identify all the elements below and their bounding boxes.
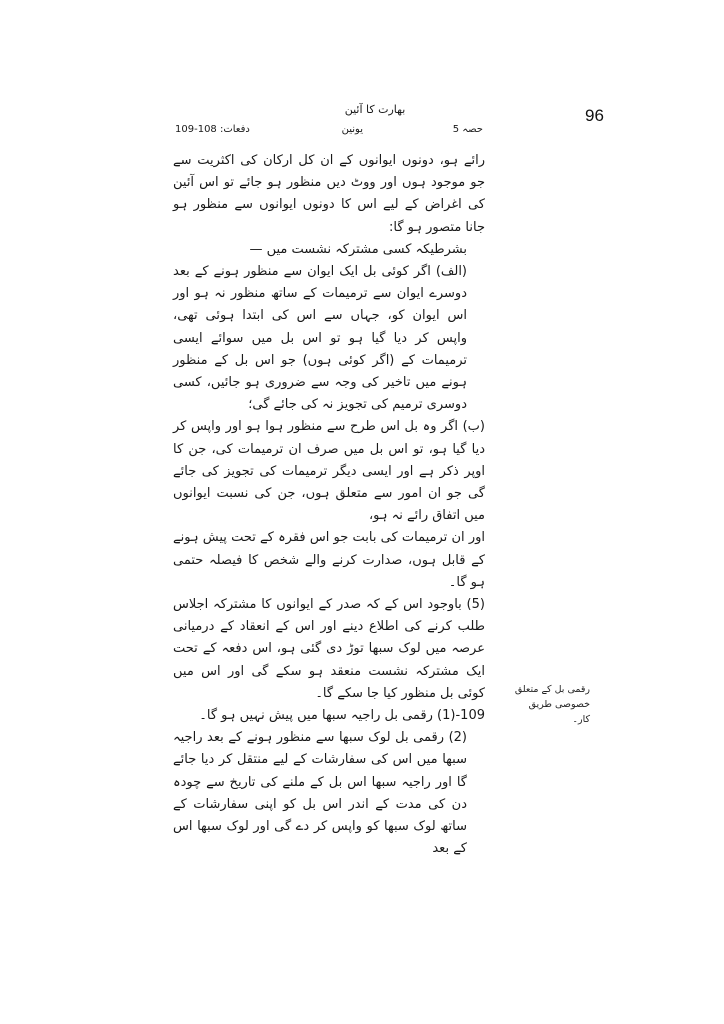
articles-label: دفعات: 108-109 — [175, 124, 250, 135]
paragraph: (الف) اگر کوئی بل ایک ایوان سے منظور ہونے کے بعد دوسرے ایوان سے ترمیمات کے ساتھ منظور نہ ہو اور اس ایوان کو، جہاں سے اس کی ابتدا ہوئی تھی، واپس کر دیا گیا ہو تو اس بل میں سوائے ایسی ترمیمات کے (اگر کوئی ہوں) جو اس بل کے منظور ہونے میں تاخیر کی وجہ سے ضروری ہو جائیں، کسی دوسری ترمیم کی تجویز نہ کی جائے گی؛ — [173, 264, 467, 413]
main-text-column — [173, 150, 485, 861]
margin-note: رقمی بل کے متعلق خصوصی طریق کار۔ — [514, 684, 590, 725]
page-header-row — [175, 124, 483, 140]
paragraph: اور ان ترمیمات کی بابت جو اس فقرہ کے تحت پیش ہونے کے قابل ہوں، صدارت کرنے والے شخص کا فیصلہ حتمی ہو گا۔ — [173, 530, 485, 590]
paragraph: (5) باوجود اس کے کہ صدر کے ایوانوں کا مشترکہ اجلاس طلب کرنے کی اطلاع دینے اور اس کے انعقاد کے درمیانی عرصہ میں لوک سبھا توڑ دی گئی ہو، اس دفعہ کے تحت ایک مشترکہ نشست منعقد ہو سکے گی اور اس میں کوئی بل منظور کیا جا سکے گا۔ — [173, 597, 485, 701]
chapter-label: یونین — [341, 124, 363, 135]
running-title: بھارت کا آئین — [344, 103, 406, 116]
paragraph: رائے ہو، دونوں ایوانوں کے ان کل ارکان کی اکثریت سے جو موجود ہوں اور ووٹ دیں منظور ہو جائے تو اس آئین کی اغراض کے لیے اس کا دونوں ایوانوں سے منظور ہو جانا متصور ہو گا: — [173, 153, 485, 235]
page-number: 96 — [585, 106, 604, 125]
article-heading-paragraph: 109-(1) رقمی بل راجیہ سبھا میں پیش نہیں ہو گا۔ — [199, 708, 485, 724]
paragraph: (2) رقمی بل لوک سبھا سے منظور ہونے کے بعد راجیہ سبھا میں اس کی سفارشات کے لیے منتقل کر دیا جائے گا اور راجیہ سبھا اس بل کے ملنے کی تاریخ سے چودہ دن کی مدت کے اندر اس بل کو اپنی سفارشات کے ساتھ لوک سبھا کو واپس کر دے گی اور لوک سبھا اس کے بعد — [173, 730, 467, 857]
paragraph: بشرطیکہ کسی مشترکہ نشست میں — — [249, 241, 467, 257]
part-label: حصہ 5 — [452, 124, 483, 135]
paragraph: (ب) اگر وہ بل اس طرح سے منظور ہوا ہو اور واپس کر دیا گیا ہو، تو اس بل میں صرف ان ترمیمات کی، جن کا اوپر ذکر ہے اور ایسی دیگر ترمیمات کی تجویز کی جائے گی جو ان امور سے متعلق ہوں، جن کی نسبت ایوانوں میں اتفاق رائے نہ ہو، — [173, 419, 485, 524]
